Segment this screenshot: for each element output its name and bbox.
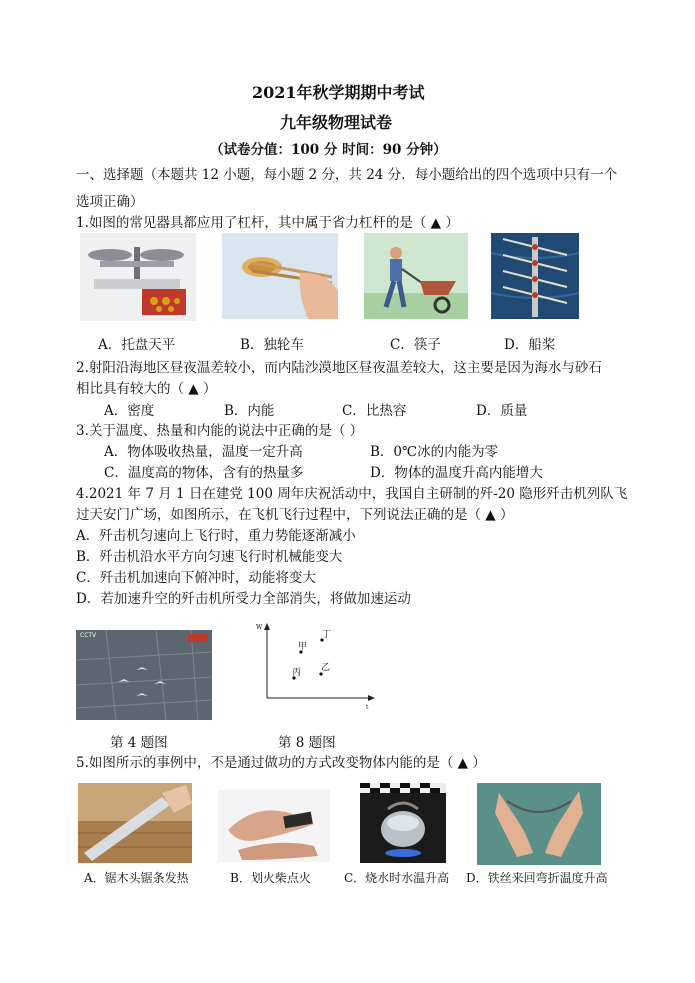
fig8-caption: 第 8 题图	[278, 735, 336, 751]
q5-caption-a: A．锯木头锯条发热	[84, 871, 189, 885]
question-5-stem: 5.如图所示的事例中，不是通过做功的方式改变物体内能的是（ ▲ ）	[76, 755, 486, 771]
bending-wire-image	[477, 783, 601, 865]
balance-scale-image	[80, 233, 196, 321]
q4-option-b: B．歼击机沿水平方向匀速飞行时机械能变大	[76, 549, 343, 565]
striking-match-image	[218, 790, 330, 862]
question-2-stem-cont: 相比具有较大的（ ▲ ）	[76, 381, 217, 397]
section-heading: 一、选择题（本题共 12 小题，每小题 2 分，共 24 分．每小题给出的四个选项中只有一个	[76, 167, 618, 183]
section-heading-cont: 选项正确）	[76, 194, 144, 210]
q1-caption-b: B．独轮车	[240, 337, 304, 353]
exam-subtitle: 九年级物理试卷	[280, 113, 393, 132]
q1-caption-a: A．托盘天平	[98, 337, 176, 353]
q5-caption-b: B．划火柴点火	[230, 871, 311, 885]
q2-option-b: B．内能	[224, 403, 275, 419]
q3-option-a: A．物体吸收热量，温度一定升高	[104, 444, 303, 460]
question-1-stem: 1.如图的常见器具都应用了杠杆，其中属于省力杠杆的是（ ▲ ）	[76, 215, 459, 231]
q5-caption-c: C．烧水时水温升高	[344, 871, 450, 885]
exam-title: 2021年秋学期期中考试	[252, 83, 425, 102]
q5-caption-d: D．铁丝来回弯折温度升高	[466, 871, 608, 885]
fig8-point-ding: 丁	[322, 630, 332, 640]
chopsticks-image	[222, 233, 338, 319]
fig4-caption: 第 4 题图	[110, 735, 168, 751]
fig8-x-label: t	[366, 704, 369, 711]
wheelbarrow-image	[364, 233, 468, 319]
fig8-point-bing: 丙	[292, 668, 302, 678]
q4-option-d: D．若加速升空的歼击机所受力全部消失，将做加速运动	[76, 591, 411, 607]
q3-option-c: C．温度高的物体，含有的热量多	[104, 465, 304, 481]
sawing-wood-image	[78, 783, 192, 863]
q4-option-a: A．歼击机匀速向上飞行时，重力势能逐渐减小	[76, 528, 356, 544]
question-4-stem-cont: 过天安门广场，如图所示，在飞机飞行过程中，下列说法正确的是（ ▲ ）	[76, 507, 514, 523]
q2-option-d: D．质量	[476, 403, 528, 419]
q4-option-c: C．歼击机加速向下俯冲时，动能将变大	[76, 570, 316, 586]
fig8-graph	[250, 620, 380, 715]
fig8-point-yi: 乙	[321, 663, 331, 673]
q3-option-b: B．0℃冰的内能为零	[370, 444, 499, 460]
rowing-boat-image	[491, 233, 579, 319]
cctv-logo: CCTV	[80, 632, 97, 639]
q2-option-c: C．比热容	[342, 403, 407, 419]
exam-meta: （试卷分值：100 分 时间：90 分钟）	[210, 142, 447, 158]
question-3-stem: 3.关于温度、热量和内能的说法中正确的是（ ）	[76, 423, 364, 439]
question-4-stem: 4.2021 年 7 月 1 日在建党 100 周年庆祝活动中，我国自主研制的歼-20 隐形歼击机列队飞	[76, 486, 628, 502]
q2-option-a: A．密度	[104, 403, 155, 419]
fig8-point-jia: 甲	[298, 642, 308, 652]
q3-option-d: D．物体的温度升高内能增大	[370, 465, 543, 481]
question-2-stem: 2.射阳沿海地区昼夜温差较小，而内陆沙漠地区昼夜温差较大，这主要是因为海水与砂石	[76, 360, 602, 376]
q1-caption-d: D．船桨	[504, 337, 556, 353]
jet-formation-image	[76, 630, 212, 720]
fig8-y-label: W	[256, 624, 263, 631]
kettle-stove-image	[360, 783, 446, 863]
q1-caption-c: C．筷子	[390, 337, 441, 353]
